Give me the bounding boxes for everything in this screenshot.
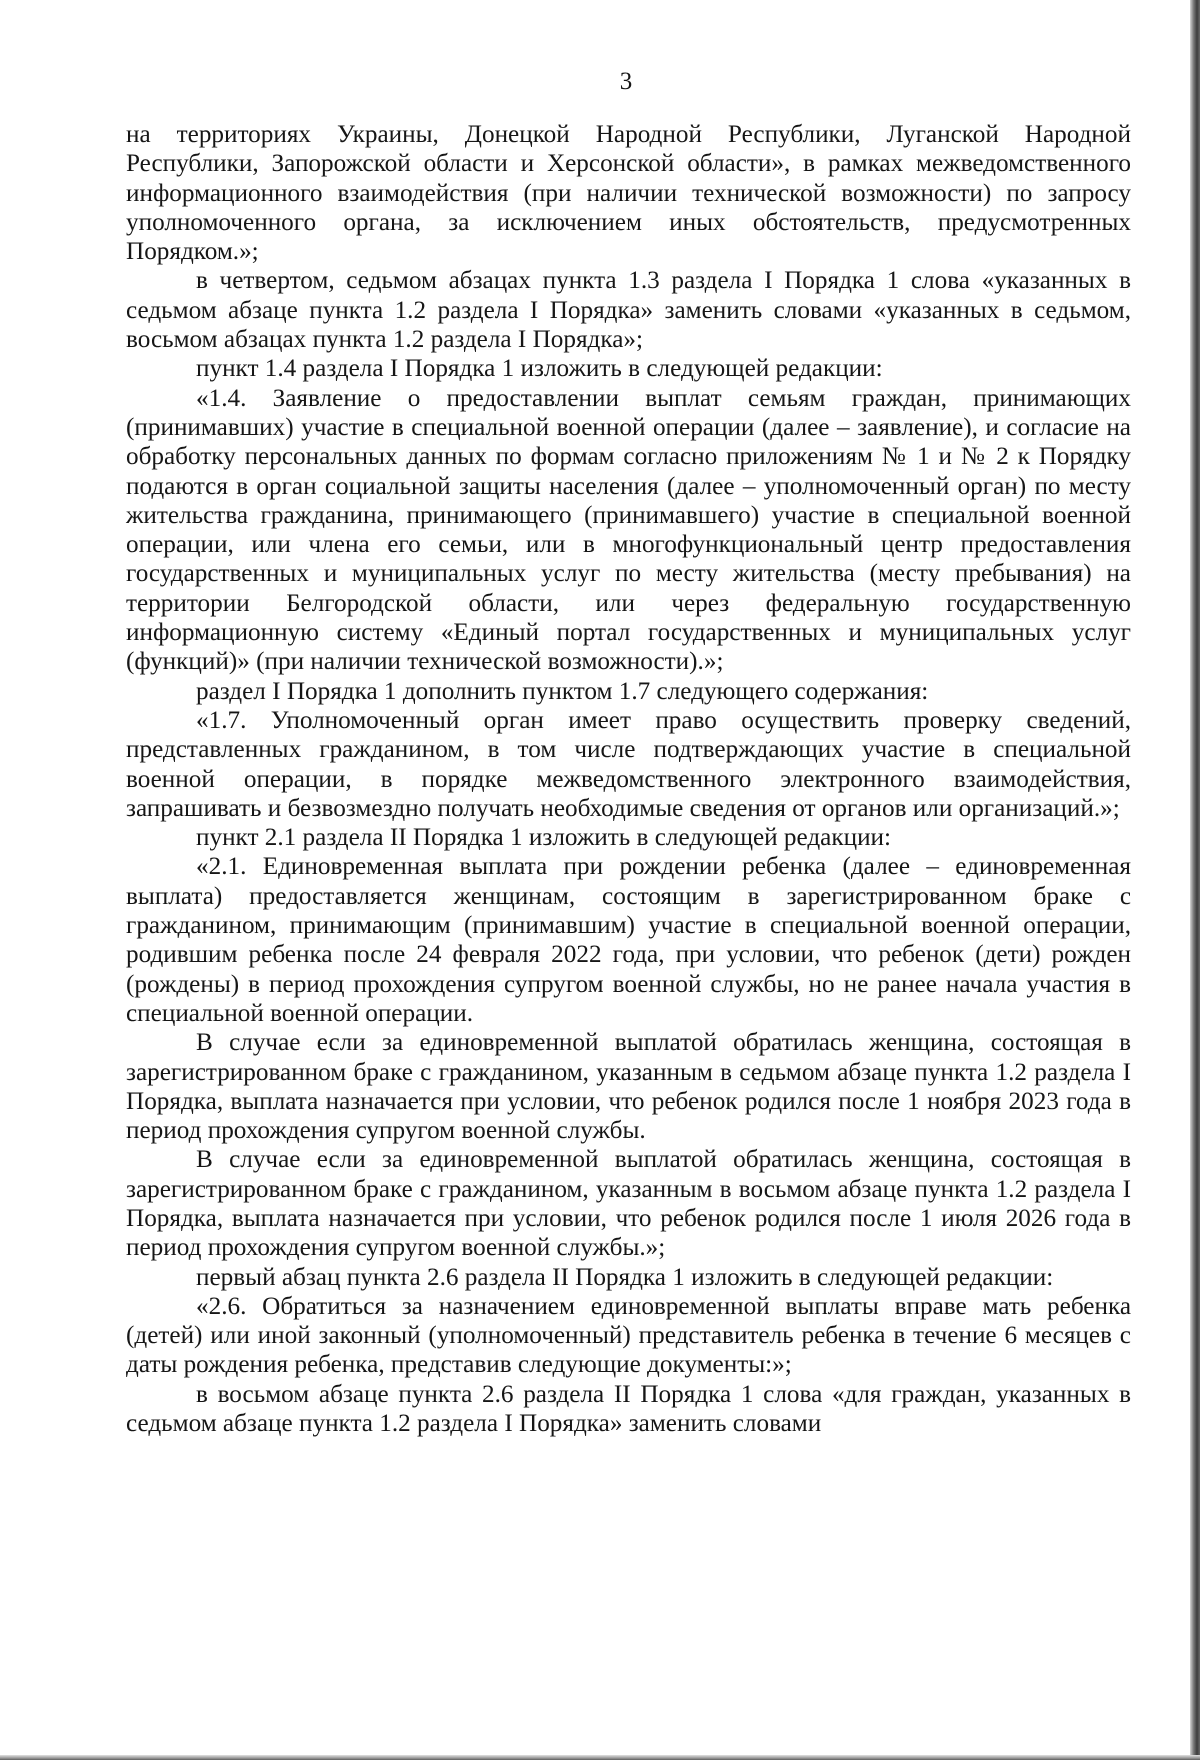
paragraph: пункт 1.4 раздела I Порядка 1 изложить в следующей редакции:	[196, 355, 883, 383]
paragraph: на территориях Украины, Донецкой Народной Республики, Луганской Народной Республики, Запорожской области и Херсонской области», в рамках межведомственного информационного взаимодействия (при наличии технической возможности) по запросу уполномоченного органа, за исключением иных обстоятельств, предусмотренных Порядком.»;	[126, 121, 1131, 266]
paragraph: первый абзац пункта 2.6 раздела II Порядка 1 изложить в следующей редакции:	[196, 1263, 1054, 1291]
paragraph: в четвертом, седьмом абзацах пункта 1.3 раздела I Порядка 1 слова «указанных в седьмом абзаце пункта 1.2 раздела I Порядка» заменить словами «указанных в седьмом, восьмом абзацах пункта 1.2 раздела I Порядка»;	[126, 267, 1131, 354]
paragraph: «2.6. Обратиться за назначением единовременной выплаты вправе мать ребенка (детей) или иной законный (уполномоченный) представитель ребенка в течение 6 месяцев с даты рождения ребенка, представив следующие документы:»;	[126, 1292, 1131, 1379]
paragraph: В случае если за единовременной выплатой обратилась женщина, состоящая в зарегистрированном браке с гражданином, указанным в восьмом абзаце пункта 1.2 раздела I Порядка, выплата назначается при условии, что ребенок родился после 1 июля 2026 года в период прохождения супругом военной службы.»;	[126, 1146, 1131, 1262]
paragraph: «1.7. Уполномоченный орган имеет право осуществить проверку сведений, представленных гражданином, в том числе подтверждающих участие в специальной военной операции, в порядке межведомственного электронного взаимодействия, запрашивать и безвозмездно получать необходимые сведения от органов или организаций.»;	[126, 706, 1131, 822]
paragraph: «1.4. Заявление о предоставлении выплат семьям граждан, принимающих (принимавших) участие в специальной военной операции (далее – заявление), и согласие на обработку персональных данных по формам согласно приложениям № 1 и № 2 к Порядку подаются в орган социальной защиты населения (далее – уполномоченный орган) по месту жительства гражданина, принимающего (принимавшего) участие в специальной военной операции, или члена его семьи, или в многофункциональный центр предоставления государственных и муниципальных услуг по месту жительства (месту пребывания) на территории Белгородской области, или через федеральную государственную информационную систему «Единый портал государственных и муниципальных услуг (функций)» (при наличии технической возможности).»;	[126, 384, 1131, 676]
paragraph: «2.1. Единовременная выплата при рождении ребенка (далее – единовременная выплата) предоставляется женщинам, состоящим в зарегистрированном браке с гражданином, принимающим (принимавшим) участие в специальной военной операции, родившим ребенка после 24 февраля 2022 года, при условии, что ребенок (дети) рожден (рождены) в период прохождения супругом военной службы, но не ранее начала участия в специальной военной операции.	[126, 853, 1131, 1027]
paragraph: в восьмом абзаце пункта 2.6 раздела II Порядка 1 слова «для граждан, указанных в седьмом абзаце пункта 1.2 раздела I Порядка» заменить словами	[126, 1380, 1131, 1438]
scan-edge-right	[1190, 0, 1200, 1760]
document-body	[126, 120, 1131, 1438]
paragraph: раздел I Порядка 1 дополнить пунктом 1.7 следующего содержания:	[196, 677, 929, 705]
paragraph: В случае если за единовременной выплатой обратилась женщина, состоящая в зарегистрированном браке с гражданином, указанным в седьмом абзаце пункта 1.2 раздела I Порядка, выплата назначается при условии, что ребенок родился после 1 ноября 2023 года в период прохождения супругом военной службы.	[126, 1029, 1131, 1145]
page-number: 3	[619, 68, 633, 95]
paragraph: пункт 2.1 раздела II Порядка 1 изложить в следующей редакции:	[196, 824, 892, 852]
scan-edge-bottom	[0, 1755, 1200, 1760]
